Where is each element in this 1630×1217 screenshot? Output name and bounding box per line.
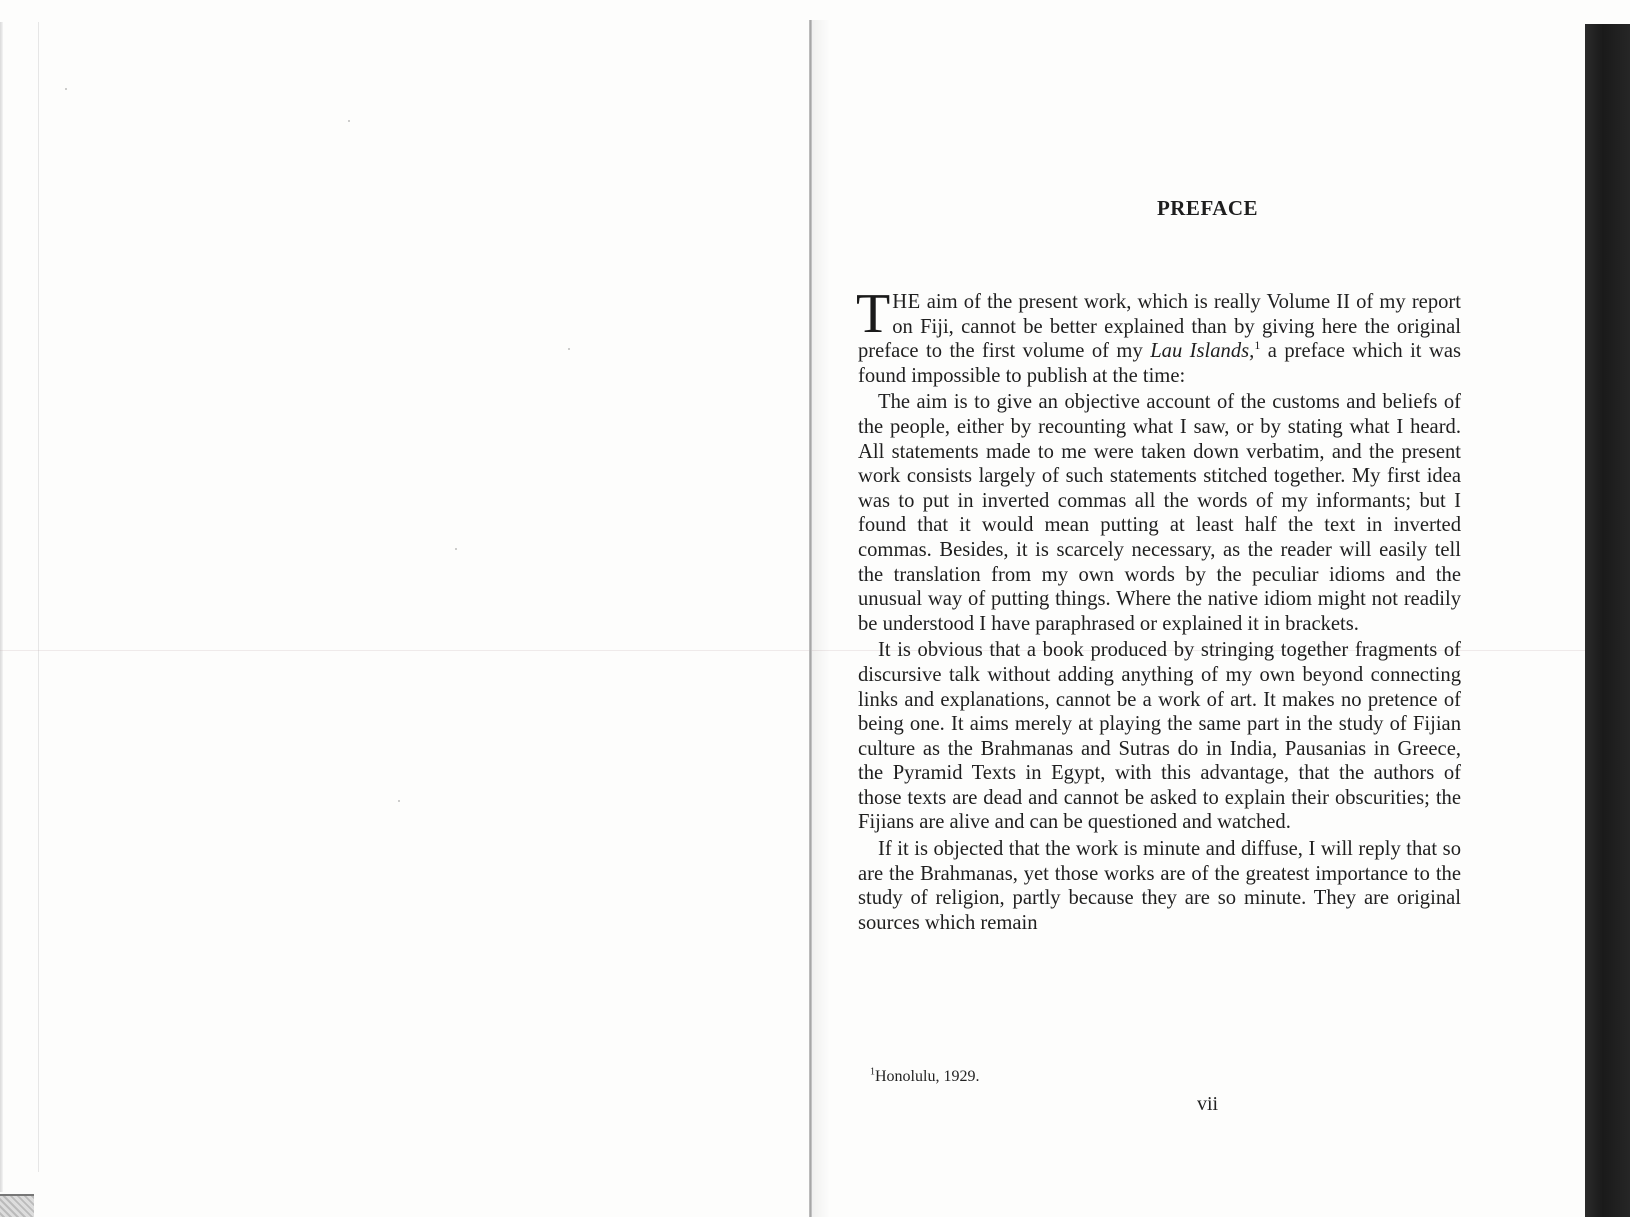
scan-speck	[455, 548, 457, 550]
paragraph-2: The aim is to give an objective account of the customs and beliefs of the people, either by recounting what I saw, or by stating what I heard. All statements made to me were taken down verbatim, and the present work consists largely of such statements stitched together. My first idea was to put in inverted commas all the words of my informants; but I found that it would mean putting at least half the text in inverted commas. Besides, it is scarcely necessary, as the reader will easily tell the translation from my own words by the peculiar idioms and the unusual way of putting things. Where the native idiom might not readily be understood I have paraphrased or explained it in brackets.	[858, 391, 1461, 635]
right-page	[830, 0, 1585, 1217]
book-title-italic: Lau Islands,	[1150, 340, 1255, 363]
drop-cap: T	[856, 283, 891, 345]
gutter-shadow	[812, 20, 830, 1217]
footnote-marker: 1	[870, 1066, 875, 1078]
scanner-dark-edge	[1585, 24, 1630, 1217]
page-number: vii	[1196, 1093, 1219, 1115]
lead-word: HE	[892, 291, 921, 313]
footnote-reference: 1	[1254, 338, 1261, 353]
left-page-blank	[3, 0, 809, 1217]
paragraph-3: It is obvious that a book produced by stringing together fragments of discursive talk without adding anything of my own beyond connecting links and explanations, cannot be a work of art. It makes no pretence of being one. It aims merely at playing the same part in the study of Fijian culture as the Brahmanas and Sutras do in India, Pausanias in Greece, the Pyramid Texts in Egypt, with this advantage, that the authors of those texts are dead and cannot be asked to explain their obscurities; the Fijians are alive and can be questioned and watched.	[858, 639, 1461, 834]
body-text	[856, 283, 1461, 935]
scan-speck	[348, 120, 350, 122]
page-title: PREFACE	[1156, 196, 1259, 220]
scan-speck	[398, 800, 400, 802]
paragraph-4: If it is objected that the work is minute and diffuse, I will reply that so are the Brahmanas, yet those works are of the greatest importance to the study of religion, partly because they are so minute. They are original sources which remain	[858, 838, 1461, 934]
paragraph-1	[856, 283, 1461, 388]
footnote	[870, 1068, 979, 1086]
paragraph-1-text-a: aim of the present work, which is really Volume II of my report on Fiji, cannot be better explained than by giving here the original preface to the first volume of my	[858, 291, 1461, 363]
footnote-text: Honolulu, 1929.	[875, 1068, 980, 1085]
scan-speck	[65, 88, 67, 90]
corner-scan-artifact	[0, 1194, 34, 1217]
scan-speck	[568, 348, 570, 350]
paragraph-1-text-b: a preface which it was found impossible to publish at the time:	[858, 340, 1461, 387]
